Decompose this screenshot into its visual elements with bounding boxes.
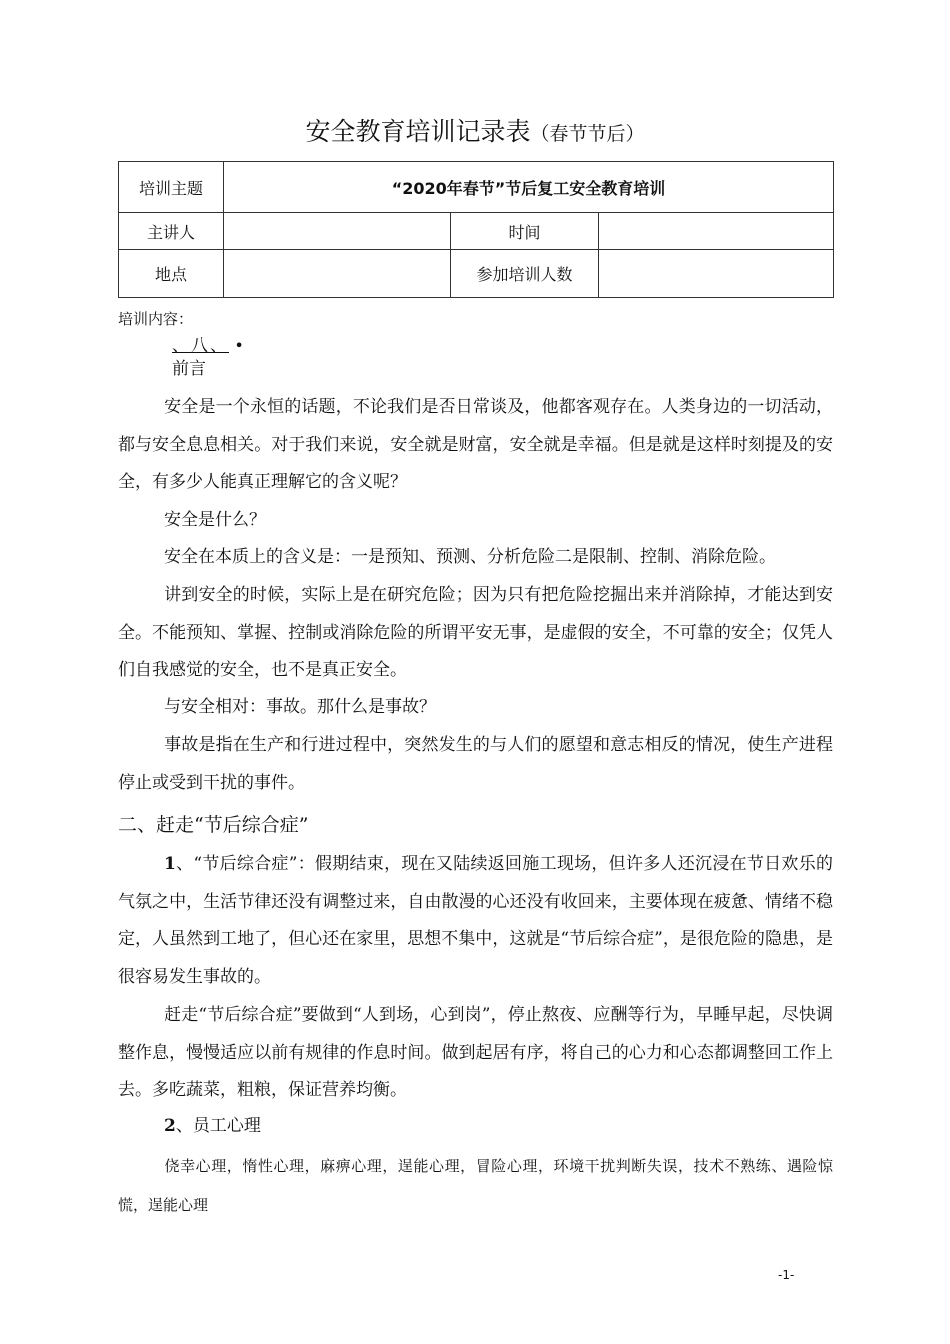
section2-heading: 二、赶走“节后综合症” (118, 814, 309, 836)
paragraph-after-item-1: 赶走“节后综合症”要做到“人到场，心到岗”，停止熬夜、应酬等行为，早睡早起，尽快调整作息，慢慢适应以前有规律的作息时间。做到起居有序，将自己的心力和心态都调整回工作上去。多吃蔬菜，粗粮，保证营养均衡。 (118, 1005, 833, 1100)
section1-marker (172, 331, 244, 356)
topic-label: 培训主题 (119, 162, 224, 213)
paragraph-5: 与安全相对：事故。那什么是事故？ (164, 697, 436, 717)
document-title (0, 112, 950, 148)
item-2-number: 2 (164, 1116, 176, 1136)
title-sub: （春节节后） (530, 123, 645, 145)
paragraph-after-item-2: 侥幸心理，惰性心理，麻痹心理，逞能心理，冒险心理，环境干扰判断失误，技术不熟练、遇险惊慌，逞能心理 (118, 1157, 833, 1214)
content-label: 培训内容： (118, 310, 194, 328)
marker-text: 、八、 (172, 336, 229, 356)
title-main: 安全教育培训记录表 (305, 117, 531, 146)
time-value (599, 213, 834, 250)
paragraph-4: 讲到安全的时候，实际上是在研究危险；因为只有把危险挖掘出来并消除掉，才能达到安全。不能预知、掌握、控制或消除危险的所谓平安无事，是虚假的安全，不可靠的安全；仅凭人们自我感觉的安全，也不是真正安全。 (118, 585, 833, 680)
paragraph-2: 安全是什么？ (164, 510, 266, 530)
paragraph-3: 安全在本质上的含义是：一是预知、预测、分析危险二是限制、控制、消除危险。 (164, 547, 776, 567)
page-number: -1- (778, 1268, 795, 1282)
training-info-table (118, 161, 834, 298)
location-label: 地点 (119, 250, 224, 298)
paragraph-6: 事故是指在生产和行进过程中，突然发生的与人们的愿望和意志相反的情况，使生产进程停止或受到干扰的事件。 (118, 735, 833, 793)
speaker-value (224, 213, 451, 250)
item-1-number: 1 (164, 854, 176, 874)
section1-heading: 前言 (172, 359, 206, 379)
item-2: 2、员工心理 (164, 1116, 261, 1136)
location-value (224, 250, 451, 298)
speaker-label: 主讲人 (119, 213, 224, 250)
paragraph-1: 安全是一个永恒的话题，不论我们是否日常谈及，他都客观存在。人类身边的一切活动，都与安全息息相关。对于我们来说，安全就是财富，安全就是幸福。但是就是这样时刻提及的安全，有多少人能真正理解它的含义呢？ (118, 397, 833, 492)
topic-value: “2020年春节”节后复工安全教育培训 (224, 162, 834, 213)
attendees-value (599, 250, 834, 298)
time-label: 时间 (451, 213, 599, 250)
item-1: 1、“节后综合症”：假期结束，现在又陆续返回施工现场，但许多人还沉浸在节日欢乐的气氛之中，生活节律还没有调整过来，自由散漫的心还没有收回来，主要体现在疲惫、情绪不稳定，人虽然到工地了，但心还在家里，思想不集中，这就是“节后综合症”，是很危险的隐患，是很容易发生事故的。 (118, 854, 833, 987)
attendees-label: 参加培训人数 (451, 250, 599, 298)
bullet-icon: • (234, 336, 244, 355)
